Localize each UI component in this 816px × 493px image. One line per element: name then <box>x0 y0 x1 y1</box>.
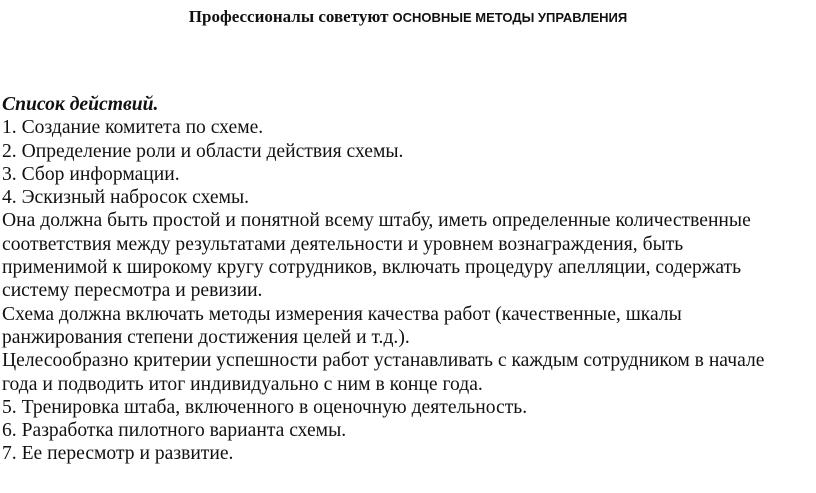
paragraph-line: года и подводить итог индивидуально с ним в конце года. <box>2 373 483 395</box>
list-item-3: 3. Сбор информации. <box>2 163 180 185</box>
list-item-6: 6. Разработка пилотного варианта схемы. <box>2 420 347 442</box>
list-item-7: 7. Ее пересмотр и развитие. <box>2 443 234 465</box>
paragraph-line: систему пересмотра и ревизии. <box>2 280 263 302</box>
document-body <box>2 93 814 466</box>
paragraph-line: Целесообразно критерии успешности работ устанавливать с каждым сотрудником в начале <box>2 350 765 372</box>
paragraph-line: Она должна быть простой и понятной всему штабу, иметь определенные количественные <box>2 210 751 232</box>
paragraph-line: ранжирования степени достижения целей и т.д.). <box>2 326 410 348</box>
title-sans-part: ОСНОВНЫЕ МЕТОДЫ УПРАВЛЕНИЯ <box>392 10 628 25</box>
list-item-1: 1. Создание комитета по схеме. <box>2 117 264 139</box>
list-item-5: 5. Тренировка штаба, включенного в оценочную деятельность. <box>2 396 528 418</box>
title-serif-part: Профессионалы советуют <box>188 7 389 26</box>
list-item-2: 2. Определение роли и области действия схемы. <box>2 140 404 162</box>
paragraph-line: Схема должна включать методы измерения качества работ (качественные, шкалы <box>2 303 682 325</box>
section-heading: Список действий. <box>2 94 159 115</box>
paragraph-line: применимой к широкому кругу сотрудников, включать процедуру апелляции, содержать <box>2 257 742 279</box>
paragraph-line: соответствия между результатами деятельности и уровнем вознаграждения, быть <box>2 233 684 255</box>
list-item-4: 4. Эскизный набросок схемы. <box>2 187 250 209</box>
page-title <box>0 7 816 28</box>
